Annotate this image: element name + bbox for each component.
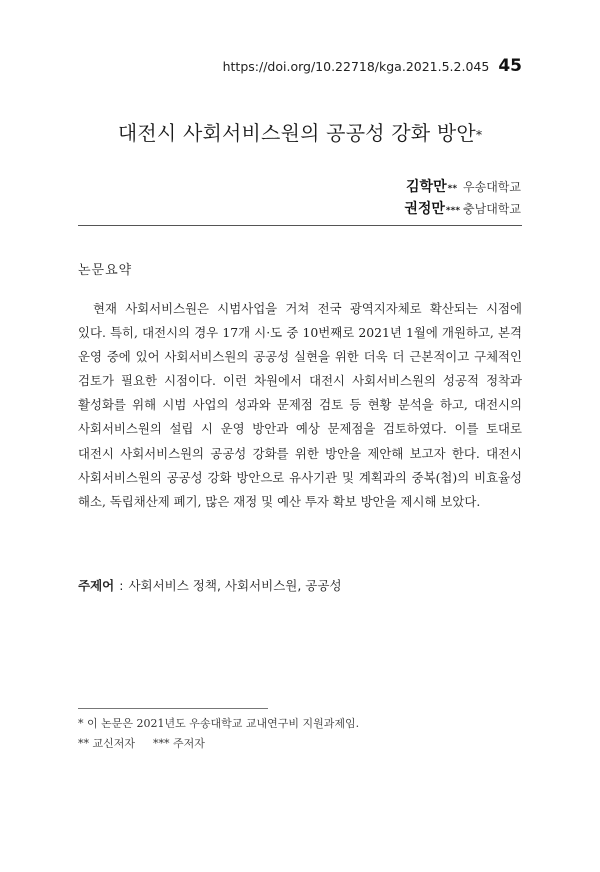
footnote-divider: [78, 708, 268, 709]
author-name: 권정만: [404, 201, 445, 217]
author-block: [404, 175, 521, 219]
abstract-heading: 논문요약: [78, 263, 133, 278]
author-name: 김학만: [406, 179, 447, 195]
author-line: [404, 175, 521, 197]
author-line: [404, 197, 521, 219]
author-affiliation: 충남대학교: [463, 202, 521, 216]
title-footnote-mark: *: [475, 128, 483, 142]
footnote-funding: * 이 논문은 2021년도 우송대학교 교내연구비 지원과제임.: [78, 717, 360, 730]
keywords: [78, 576, 342, 594]
author-mark: ***: [445, 206, 461, 216]
doi-link[interactable]: https://doi.org/10.22718/kga.2021.5.2.045: [222, 59, 490, 74]
author-affiliation: 우송대학교: [463, 180, 521, 194]
footnote-authors: [78, 734, 359, 754]
abstract-body: 현재 사회서비스원은 시범사업을 거쳐 전국 광역지자체로 확산되는 시점에 있다. 특히, 대전시의 경우 17개 시·도 중 10번째로 2021년 1월에 개원하고, 본격 운영 중에 있어 사회서비스원의 공공성 실현을 위한 더욱 더 근본적이고 구체적인 검토가 필요한 시점이다. 이런 차원에서 대전시 사회서비스원의 성공적 정착과 활성화를 위해 시범 사업의 성과와 문제점 검토 등 현황 분석을 하고, 대전시의 사회서비스원의 설립 시 운영 방안과 예상 문제점을 검토하였다. 이를 토대로 대전시 사회서비스원의 공공성 강화를 위한 방안을 제안해 보고자 한다. 대전시 사회서비스원의 공공성 강화 방안으로 유사기관 및 계획과의 중복(첩)의 비효율성 해소, 독립채산제 폐기, 많은 재정 및 예산 투자 확보 방안을 제시해 보았다.: [78, 301, 522, 509]
header-divider: [78, 225, 522, 226]
page-number: 45: [498, 56, 522, 76]
paper-title-text: 대전시 사회서비스원의 공공성 강화 방안: [117, 121, 476, 145]
author-mark: **: [447, 184, 458, 194]
keywords-separator: :: [119, 578, 124, 593]
paper-title: [0, 117, 600, 146]
keywords-text: 사회서비스 정책, 사회서비스원, 공공성: [128, 578, 342, 593]
page-header: [223, 56, 522, 76]
footnotes: [78, 714, 359, 754]
keywords-label: 주제어: [78, 578, 115, 593]
footnote-main-author: *** 주저자: [153, 737, 205, 750]
footnote-corresponding: ** 교신저자: [78, 737, 136, 750]
